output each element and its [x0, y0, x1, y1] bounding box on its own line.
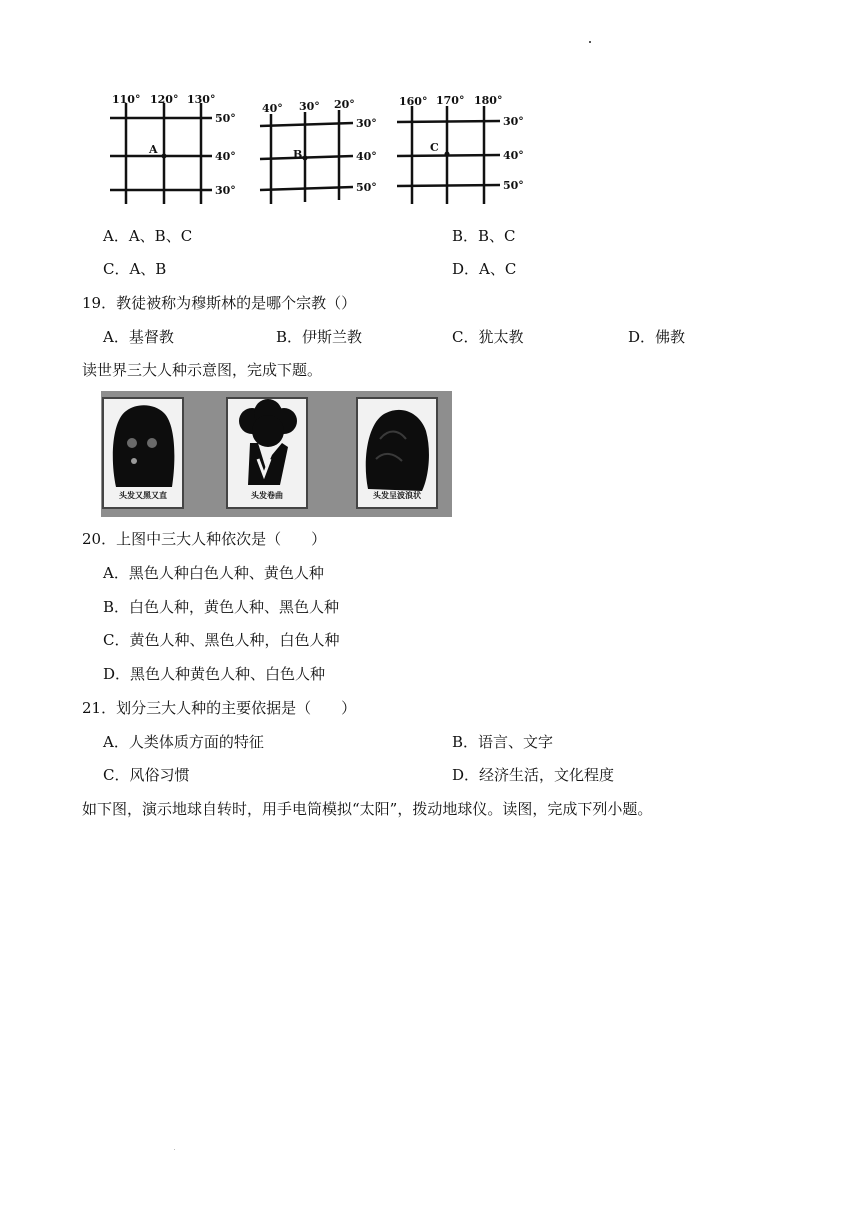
grid-c-top-label: 160°: [399, 95, 428, 108]
q19-option-c[interactable]: C．犹太教: [452, 328, 524, 346]
race-card-3: [356, 397, 438, 509]
q20-option-c[interactable]: C．黄色人种、黑色人种，白色人种: [103, 631, 340, 649]
grid-c-top-label: 170°: [436, 94, 465, 107]
q21-option-b[interactable]: B．语言、文字: [452, 733, 554, 751]
q18-option-c[interactable]: C．A、B: [103, 260, 167, 278]
grid-b-point-label: B: [293, 148, 303, 161]
grid-b-right-label: 50°: [356, 181, 377, 194]
q18-option-b[interactable]: B．B、C: [452, 227, 516, 245]
grid-c-right-label: 50°: [503, 179, 524, 192]
three-races-image: [101, 391, 452, 517]
q21-question: 21．划分三大人种的主要依据是（ ）: [82, 699, 357, 717]
q21-option-c[interactable]: C．风俗习惯: [103, 766, 190, 784]
q20-option-b[interactable]: B．白色人种，黄色人种、黑色人种: [103, 598, 340, 616]
q21-option-a[interactable]: A．人类体质方面的特征: [103, 733, 264, 751]
race-caption-1: 头发又黑又直: [119, 491, 167, 500]
lat-long-grid-c: [395, 88, 535, 208]
lat-long-grid-a: [105, 88, 245, 208]
earth-rotation-intro-text: 如下图，演示地球自转时，用手电筒模拟“太阳”，拨动地球仪。读图，完成下列小题。: [82, 800, 653, 818]
race-card-1: [102, 397, 184, 509]
race-intro-text: 读世界三大人种示意图，完成下题。: [82, 361, 323, 379]
grid-b-top-label: 30°: [299, 100, 320, 113]
grid-b-top-label: 40°: [262, 102, 283, 115]
q19-option-d[interactable]: D．佛教: [628, 328, 686, 346]
q19-option-a[interactable]: A．基督教: [103, 328, 174, 346]
q18-option-d[interactable]: D．A、C: [452, 260, 517, 278]
q18-option-a[interactable]: A．A、B、C: [103, 227, 193, 245]
grid-a-point-label: A: [149, 143, 158, 156]
grid-c-right-label: 30°: [503, 115, 524, 128]
race-caption-2: 头发卷曲: [251, 491, 283, 500]
q20-question: 20．上图中三大人种依次是（ ）: [82, 530, 327, 548]
grid-b-top-label: 20°: [334, 98, 355, 111]
grid-b-right-label: 40°: [356, 150, 377, 163]
lat-long-grid-b: [258, 92, 398, 212]
race-caption-3: 头发呈波浪状: [373, 491, 421, 500]
q20-option-d[interactable]: D．黑色人种黄色人种、白色人种: [103, 665, 326, 683]
grid-a-right-label: 40°: [215, 150, 236, 163]
scan-speck: [589, 41, 591, 43]
grid-c-right-label: 40°: [503, 149, 524, 162]
q19-option-b[interactable]: B．伊斯兰教: [276, 328, 363, 346]
grid-a-top-label: 120°: [150, 93, 179, 106]
grid-a-top-label: 110°: [112, 93, 141, 106]
q19-question: 19．教徒被称为穆斯林的是哪个宗教（）: [82, 294, 357, 312]
race-card-2: [226, 397, 308, 509]
q20-option-a[interactable]: A．黑色人种白色人种、黄色人种: [103, 564, 324, 582]
grid-a-right-label: 30°: [215, 184, 236, 197]
grid-b-right-label: 30°: [356, 117, 377, 130]
scan-speck: [174, 1149, 175, 1150]
grid-a-right-label: 50°: [215, 112, 236, 125]
grid-c-point-label: C: [430, 141, 439, 154]
grid-c-top-label: 180°: [474, 94, 503, 107]
q21-option-d[interactable]: D．经济生活，文化程度: [452, 766, 615, 784]
grid-a-top-label: 130°: [187, 93, 216, 106]
